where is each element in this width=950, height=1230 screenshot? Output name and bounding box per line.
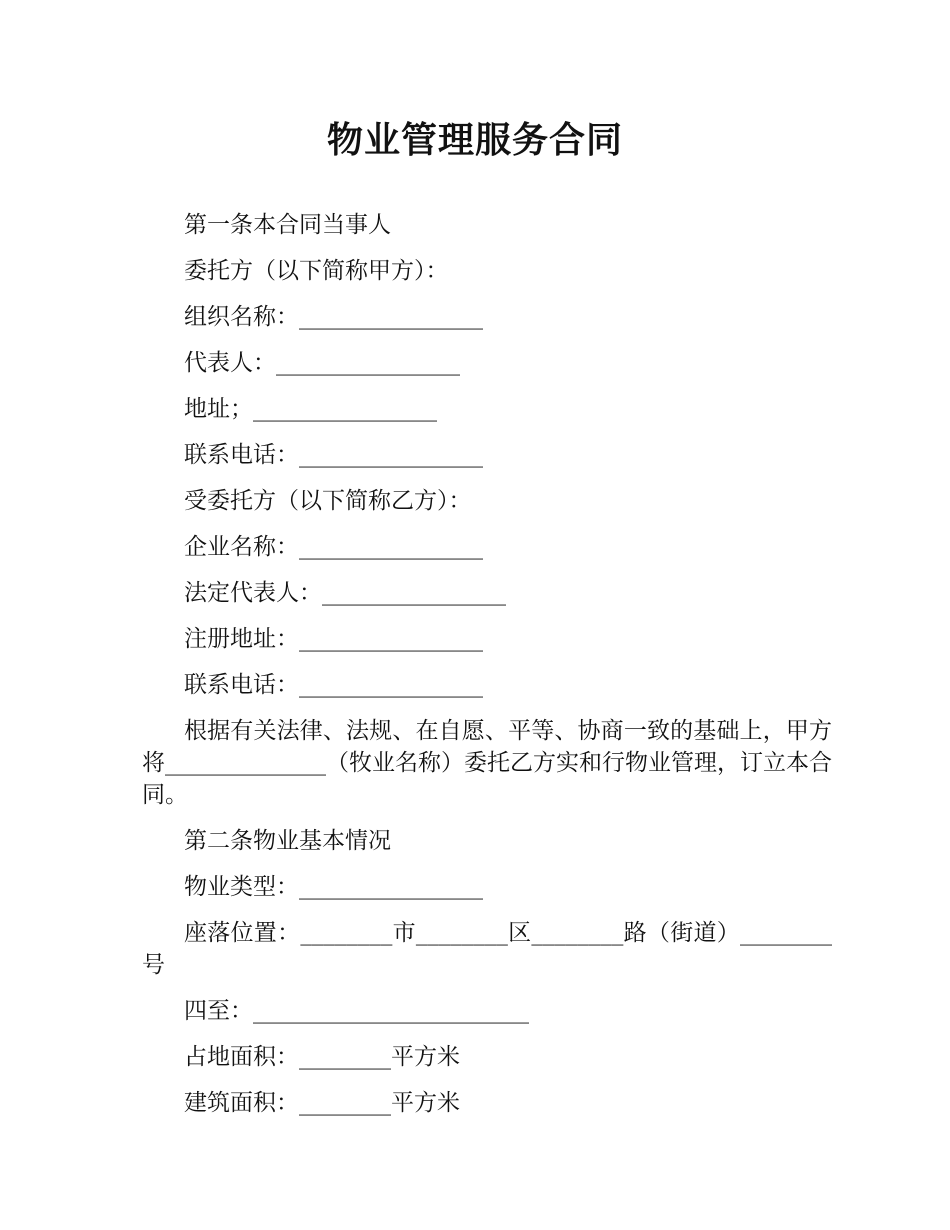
party-a-organization-field: 组织名称：________________ xyxy=(184,304,483,330)
party-a-address-field: 地址；________________ xyxy=(184,396,437,422)
property-location-field: 座落位置：________市________区________路（街道）________号 xyxy=(142,920,832,978)
property-boundaries-field: 四至：________________________ xyxy=(184,998,529,1024)
party-a-phone-field: 联系电话：________________ xyxy=(184,442,483,468)
party-b-heading: 受委托方（以下简称乙方）： xyxy=(184,488,472,514)
party-a-representative-field: 代表人：________________ xyxy=(184,350,460,376)
party-b-phone-field: 联系电话：________________ xyxy=(184,672,483,698)
section-heading-property: 第二条物业基本情况 xyxy=(184,828,391,854)
document-title: 物业管理服务合同 xyxy=(326,120,623,161)
party-b-legal-representative-field: 法定代表人：________________ xyxy=(184,580,506,606)
party-a-heading: 委托方（以下简称甲方）： xyxy=(184,258,449,284)
document-body xyxy=(142,202,832,1126)
land-area-field: 占地面积：________平方米 xyxy=(184,1044,460,1070)
party-b-company-field: 企业名称：________________ xyxy=(184,534,483,560)
contract-preamble-paragraph: 根据有关法律、法规、在自愿、平等、协商一致的基础上，甲方将______________（牧业名称）委托乙方实和行物业管理，订立本合同。 xyxy=(142,718,832,808)
building-area-field: 建筑面积：________平方米 xyxy=(184,1090,460,1116)
party-b-registered-address-field: 注册地址：________________ xyxy=(184,626,483,652)
section-heading-parties: 第一条本合同当事人 xyxy=(184,212,391,238)
property-type-field: 物业类型：________________ xyxy=(184,874,483,900)
